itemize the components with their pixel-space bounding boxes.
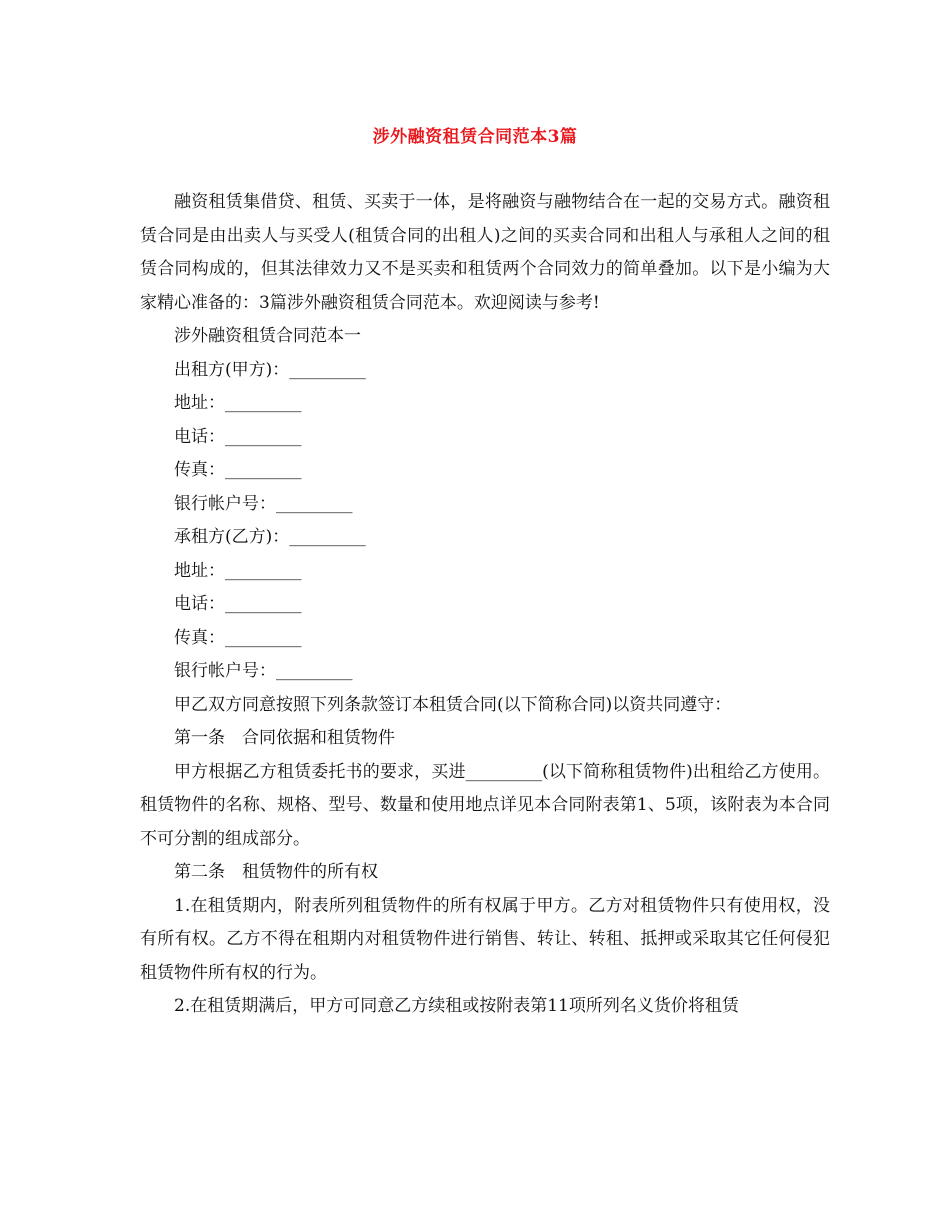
article2-heading: 第二条 租赁物件的所有权 <box>174 862 378 882</box>
lessor-party-field: 出租方(甲方)：_________ <box>174 359 366 380</box>
article2-item1: 1.在租赁期内，附表所列租赁物件的所有权属于甲方。乙方对租赁物件只有使用权，没有所有权。乙方不得在租期内对租赁物件进行销售、转让、转租、抵押或采取其它任何侵犯租赁物件所有权的行为。 <box>140 895 830 983</box>
intro-paragraph: 融资租赁集借贷、租赁、买卖于一体，是将融资与融物结合在一起的交易方式。融资租赁合同是由出卖人与买受人(租赁合同的出租人)之间的买卖合同和出租人与承租人之间的租赁合同构成的，但其法律效力又不是买卖和租赁两个合同效力的简单叠加。以下是小编为大家精心准备的：3篇涉外融资租赁合同范本。欢迎阅读与参考! <box>140 192 830 313</box>
lessee-address-field: 地址：_________ <box>174 560 302 581</box>
lessor-fax-field: 传真：_________ <box>174 460 302 480</box>
lessor-address-field: 地址：_________ <box>174 393 302 413</box>
lessee-fax-field: 传真：_________ <box>174 627 302 648</box>
lessee-party-field: 承租方(乙方)：_________ <box>174 527 366 547</box>
lessee-bank-field: 银行帐户号：_________ <box>174 661 353 681</box>
document-title: 涉外融资租赁合同范本3篇 <box>372 127 578 147</box>
agreement-statement: 甲乙双方同意按照下列条款签订本租赁合同(以下简称合同)以资共同遵守： <box>174 694 732 715</box>
article1-heading: 第一条 合同依据和租赁物件 <box>174 728 395 748</box>
sample-heading: 涉外融资租赁合同范本一 <box>174 326 361 346</box>
document-body <box>140 186 830 1024</box>
lessor-bank-field: 银行帐户号：_________ <box>174 493 353 514</box>
article2-item2: 2.在租赁期满后，甲方可同意乙方续租或按附表第11项所列名义货价将租赁 <box>174 996 739 1016</box>
article1-paragraph: 甲方根据乙方租赁委托书的要求，买进_________(以下简称租赁物件)出租给乙方使用。租赁物件的名称、规格、型号、数量和使用地点详见本合同附表第1、5项，该附表为本合同不可分割的组成部分。 <box>140 761 830 849</box>
lessee-phone-field: 电话：_________ <box>174 594 302 614</box>
lessor-phone-field: 电话：_________ <box>174 426 302 447</box>
